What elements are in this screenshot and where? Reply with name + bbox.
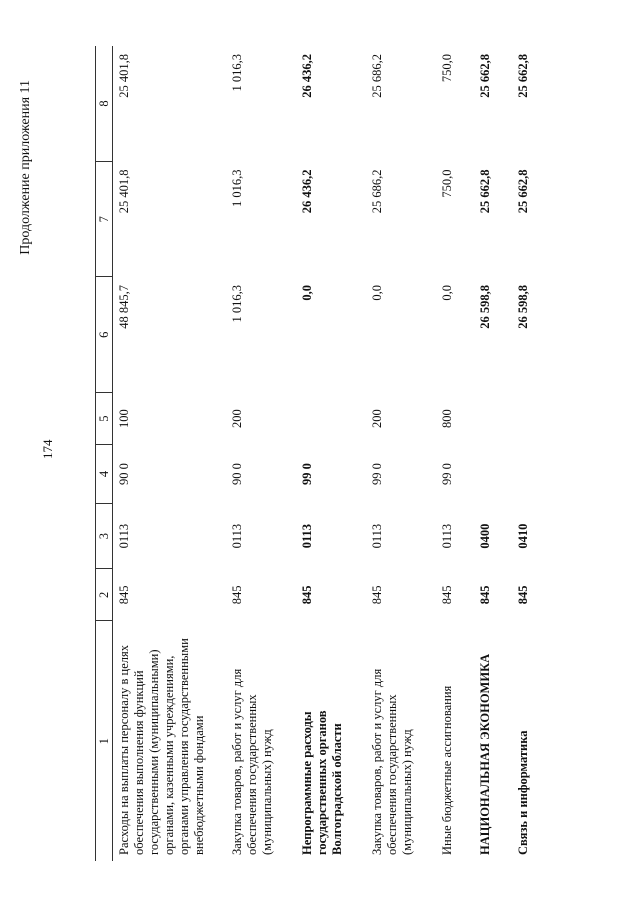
table-row — [366, 46, 436, 861]
table-row — [296, 46, 366, 861]
cell-amount-8: 25 401,8 — [117, 54, 131, 98]
column-header: 8 — [96, 46, 113, 162]
cell-amount-8: 750,0 — [440, 54, 454, 83]
column-header-row — [96, 46, 113, 861]
cell-amount-6: 1 016,3 — [230, 285, 244, 323]
cell-amount-6: 26 598,8 — [516, 285, 530, 329]
cell-ministry: 845 — [117, 585, 131, 605]
cell-amount-8: 25 686,2 — [370, 54, 384, 98]
cell-ministry: 845 — [230, 585, 244, 605]
cell-ministry: 845 — [440, 585, 454, 605]
cell-amount-7: 25 686,2 — [370, 169, 384, 214]
cell-article: 90 0 — [117, 463, 131, 485]
cell-section: 0113 — [440, 523, 454, 549]
page-number: 174 — [40, 439, 55, 459]
cell-amount-7: 1 016,3 — [230, 169, 244, 208]
table-row — [113, 46, 227, 861]
cell-section: 0410 — [516, 523, 530, 549]
table-row — [474, 46, 512, 861]
cell-amount-6: 0,0 — [300, 285, 314, 301]
cell-expense-type: 200 — [370, 409, 384, 428]
row-name: Расходы на выплаты персоналу в целях обеспечения выполнения функций государственными (муниципальными) органами, казенными учреждениями, органами управления государственными внебюджетными фондами — [117, 638, 206, 855]
cell-amount-7: 25 662,8 — [516, 169, 530, 214]
column-header: 2 — [96, 569, 113, 621]
row-name: НАЦИОНАЛЬНАЯ ЭКОНОМИКА — [478, 653, 492, 855]
cell-ministry: 845 — [300, 585, 314, 605]
column-header: 1 — [96, 621, 113, 861]
cell-section: 0113 — [300, 523, 314, 549]
cell-ministry: 845 — [478, 585, 492, 605]
cell-ministry: 845 — [370, 585, 384, 605]
budget-table — [95, 46, 550, 861]
cell-article: 99 0 — [440, 463, 454, 485]
cell-amount-6: 48 845,7 — [117, 285, 131, 329]
cell-article — [474, 445, 512, 504]
row-name: Закупка товаров, работ и услуг для обеспечения государственных (муниципальных) нужд — [230, 668, 274, 855]
cell-amount-6: 26 598,8 — [478, 285, 492, 329]
cell-expense-type: 200 — [230, 409, 244, 428]
cell-expense-type: 100 — [117, 409, 131, 428]
column-header: 7 — [96, 162, 113, 277]
cell-section: 0113 — [117, 523, 131, 549]
cell-amount-7: 26 436,2 — [300, 169, 314, 214]
cell-section: 0113 — [370, 523, 384, 549]
column-header: 3 — [96, 503, 113, 568]
column-header: 4 — [96, 445, 113, 504]
cell-amount-6: 0,0 — [370, 285, 384, 301]
row-name: Непрограммные расходы государственных органов Волгоградской области — [300, 710, 344, 855]
row-name: Связь и информатика — [516, 730, 530, 855]
cell-article: 90 0 — [230, 463, 244, 485]
cell-article — [512, 445, 550, 504]
cell-amount-6: 0,0 — [440, 285, 454, 301]
cell-amount-8: 1 016,3 — [230, 54, 244, 92]
cell-expense-type — [296, 392, 366, 444]
column-header: 6 — [96, 277, 113, 392]
cell-expense-type — [512, 392, 550, 444]
row-name: Закупка товаров, работ и услуг для обеспечения государственных (муниципальных) нужд — [370, 668, 414, 855]
column-header: 5 — [96, 392, 113, 444]
cell-section: 0113 — [230, 523, 244, 549]
cell-article: 99 0 — [300, 463, 314, 485]
cell-amount-8: 26 436,2 — [300, 54, 314, 98]
table-row — [226, 46, 296, 861]
cell-amount-8: 25 662,8 — [516, 54, 530, 98]
cell-amount-7: 25 662,8 — [478, 169, 492, 214]
cell-ministry: 845 — [516, 585, 530, 605]
row-name: Иные бюджетные ассигнования — [440, 685, 454, 855]
cell-amount-7: 750,0 — [440, 169, 454, 198]
cell-expense-type — [474, 392, 512, 444]
cell-amount-7: 25 401,8 — [117, 169, 131, 214]
appendix-label: Продолжение приложения 11 — [18, 80, 33, 255]
cell-section: 0400 — [478, 523, 492, 549]
cell-expense-type: 800 — [440, 409, 454, 428]
table-row — [436, 46, 474, 861]
cell-amount-8: 25 662,8 — [478, 54, 492, 98]
cell-article: 99 0 — [370, 463, 384, 485]
table-row — [512, 46, 550, 861]
